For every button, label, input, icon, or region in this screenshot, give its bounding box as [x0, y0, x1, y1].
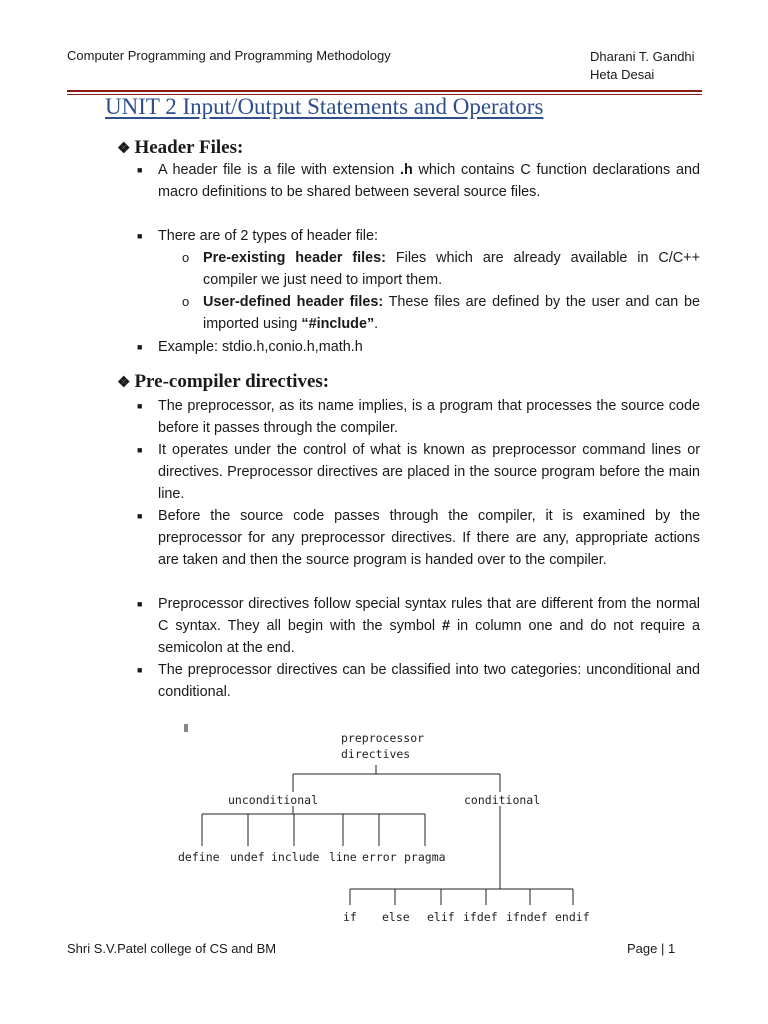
square-bullet-icon: ■ [137, 599, 143, 609]
tree-root-label: directives [341, 747, 411, 761]
square-bullet-icon: ■ [137, 342, 143, 352]
square-bullet-icon: ■ [137, 665, 143, 675]
tree-leaf: line [329, 850, 357, 864]
circle-bullet-icon: o [182, 294, 190, 309]
sub-paragraph: User-defined header files: These files are defined by the user and can be imported using “#include”. [203, 294, 700, 332]
section-heading-header-files: ❖ Header Files: [117, 137, 244, 158]
square-bullet-icon: ■ [137, 231, 143, 241]
preprocessor-tree-diagram [170, 718, 630, 933]
header-authors [590, 48, 695, 84]
tree-node-conditional: conditional [464, 793, 541, 807]
header-course: Computer Programming and Programming Methodology [67, 48, 391, 63]
square-bullet-icon: ■ [137, 165, 143, 175]
sub-paragraph: Pre-existing header files: Files which are already available in C/C++ compiler we just need to import them. [203, 250, 700, 288]
paragraph: Example: stdio.h,conio.h,math.h [158, 339, 363, 355]
paragraph: A header file is a file with extension .h which contains C function declarations and macro definitions to be shared between several source files. [158, 162, 701, 200]
tree-root-label: preprocessor [341, 731, 425, 745]
author-name: Heta Desai [590, 67, 655, 82]
square-bullet-icon: ■ [137, 511, 143, 521]
tree-leaf: elif [427, 910, 455, 924]
tree-leaf: define [178, 850, 220, 864]
paragraph: Before the source code passes through the compiler, it is examined by the preprocessor for any preprocessor directives. If there are any, appropriate actions are taken and then the source program is handed over to the compiler. [158, 508, 700, 568]
paragraph: The preprocessor, as its name implies, is a program that processes the source code before it passes through the compiler. [158, 398, 700, 436]
paragraph: The preprocessor directives can be classified into two categories: unconditional and conditional. [158, 662, 700, 700]
tree-leaf: if [343, 910, 357, 924]
author-name: Dharani T. Gandhi [590, 49, 695, 64]
page-title: UNIT 2 Input/Output Statements and Operators [105, 94, 544, 119]
paragraph: It operates under the control of what is known as preprocessor command lines or directives. Preprocessor directives are placed in the source program before the main line. [158, 442, 700, 502]
header-rule [67, 90, 702, 92]
image-placeholder-mark [184, 724, 188, 732]
circle-bullet-icon: o [182, 250, 190, 265]
square-bullet-icon: ■ [137, 445, 143, 455]
tree-leaf: undef [230, 850, 265, 864]
paragraph: There are of 2 types of header file: [158, 228, 378, 244]
page-number: Page | 1 [627, 941, 676, 956]
tree-leaf: include [271, 850, 320, 864]
footer-college: Shri S.V.Patel college of CS and BM [67, 941, 277, 956]
tree-leaf: pragma [404, 850, 446, 864]
tree-leaf: ifdef [463, 910, 498, 924]
tree-leaf: ifndef [506, 910, 548, 924]
tree-leaf: error [362, 850, 397, 864]
tree-leaf: endif [555, 910, 590, 924]
section-heading-precompiler: ❖ Pre-compiler directives: [117, 371, 330, 392]
square-bullet-icon: ■ [137, 401, 143, 411]
paragraph: Preprocessor directives follow special syntax rules that are different from the normal C syntax. They all begin with the symbol # in column one and do not require a semicolon at the end. [158, 596, 700, 656]
tree-leaf: else [382, 910, 410, 924]
tree-node-unconditional: unconditional [228, 793, 319, 807]
diamond-bullet-icon: ❖ [117, 375, 131, 391]
diamond-bullet-icon: ❖ [117, 141, 131, 157]
